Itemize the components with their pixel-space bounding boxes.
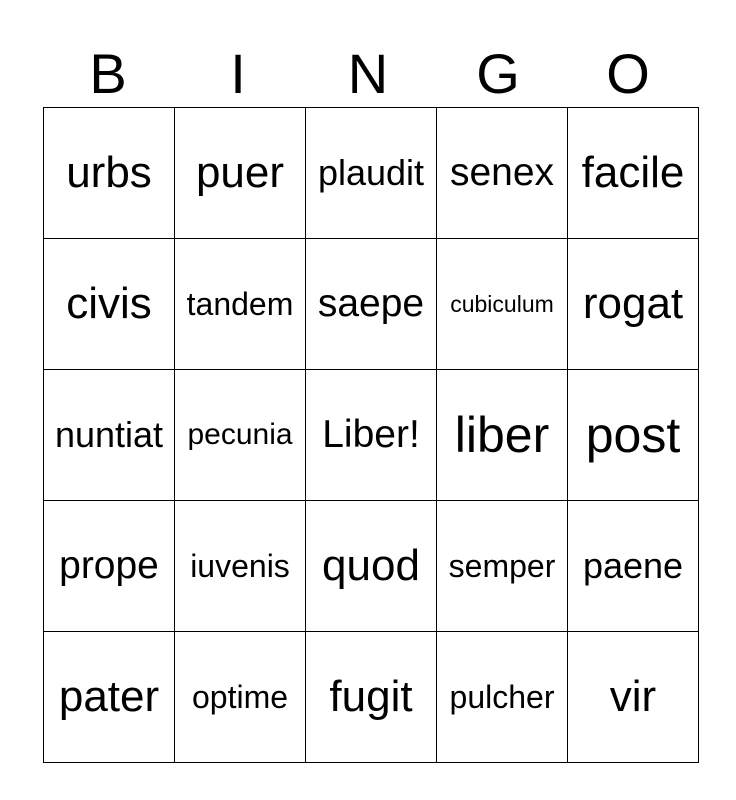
bingo-header [43,40,693,108]
card-cell[interactable]: fugit [306,632,437,763]
card-cell[interactable]: prope [44,501,175,632]
card-cell[interactable]: cubiculum [437,239,568,370]
card-cell[interactable]: puer [175,108,306,239]
card-cell[interactable]: Liber! [306,370,437,501]
card-cell[interactable]: pecunia [175,370,306,501]
card-cell[interactable]: quod [306,501,437,632]
card-cell[interactable]: post [568,370,699,501]
card-row [44,108,699,239]
card-cell[interactable]: vir [568,632,699,763]
header-letter-i: I [230,42,246,105]
card-cell[interactable]: iuvenis [175,501,306,632]
card-cell[interactable]: pater [44,632,175,763]
card-row [44,632,699,763]
card-cell[interactable]: semper [437,501,568,632]
card-cell[interactable]: optime [175,632,306,763]
card-cell[interactable]: liber [437,370,568,501]
card-cell[interactable]: rogat [568,239,699,370]
bingo-card-grid [43,107,699,763]
card-cell[interactable]: nuntiat [44,370,175,501]
card-cell[interactable]: senex [437,108,568,239]
card-row [44,370,699,501]
card-cell[interactable]: pulcher [437,632,568,763]
header-letter-n: N [347,42,389,105]
card-cell[interactable]: urbs [44,108,175,239]
header-letter-o: O [606,42,650,105]
card-row [44,501,699,632]
card-cell[interactable]: civis [44,239,175,370]
card-row [44,239,699,370]
card-cell[interactable]: plaudit [306,108,437,239]
card-cell[interactable]: paene [568,501,699,632]
header-letter-g: G [476,42,520,105]
card-cell[interactable]: saepe [306,239,437,370]
card-cell[interactable]: facile [568,108,699,239]
header-letter-b: B [89,42,127,105]
card-cell[interactable]: tandem [175,239,306,370]
